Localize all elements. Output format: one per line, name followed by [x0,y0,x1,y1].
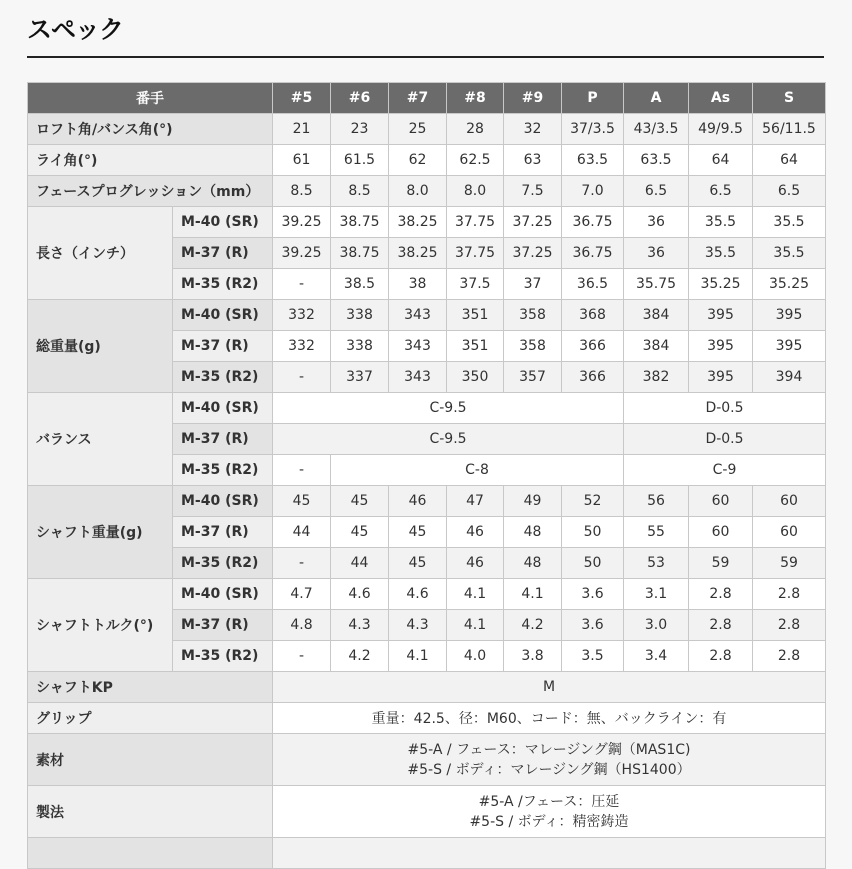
row-label: ライ角(°) [28,145,273,176]
column-header: As [689,83,753,114]
table-cell: 35.25 [753,269,826,300]
table-cell: 384 [624,300,689,331]
sub-label: M-37 (R) [173,424,273,455]
table-cell: 35.5 [753,238,826,269]
table-cell: 28 [447,114,504,145]
cell-line: M [542,679,556,695]
sub-label: M-37 (R) [173,610,273,641]
table-row [28,114,826,145]
table-cell: 49/9.5 [689,114,753,145]
table-cell: 4.6 [389,579,447,610]
sub-label: M-37 (R) [173,517,273,548]
table-cell: 45 [331,517,389,548]
table-cell: 3.0 [624,610,689,641]
table-cell: 45 [273,486,331,517]
table-cell: 38.75 [331,207,389,238]
merged-cell: - [273,455,331,486]
table-cell: 48 [504,548,562,579]
table-cell: 46 [447,517,504,548]
table-cell: - [273,362,331,393]
table-cell: 39.25 [273,207,331,238]
table-cell: 37/3.5 [562,114,624,145]
table-cell: 338 [331,331,389,362]
table-cell: 52 [562,486,624,517]
table-cell: 37.75 [447,238,504,269]
table-cell: 4.0 [447,641,504,672]
table-cell: 343 [389,300,447,331]
table-cell: 343 [389,331,447,362]
table-cell: 395 [689,362,753,393]
table-cell: 4.7 [273,579,331,610]
table-cell: 4.2 [331,641,389,672]
column-header: #9 [504,83,562,114]
table-cell: 50 [562,517,624,548]
table-cell: 48 [504,517,562,548]
table-cell: 3.1 [624,579,689,610]
cell-line: #5-S / ボディ：マレージング鋼（HS1400） [407,761,691,778]
sub-label: M-40 (SR) [173,486,273,517]
sub-label: M-35 (R2) [173,548,273,579]
table-cell: 37.25 [504,238,562,269]
table-cell: 3.4 [624,641,689,672]
column-header: #8 [447,83,504,114]
table-cell: 53 [624,548,689,579]
header-label: 番手 [28,83,273,114]
table-cell: 63.5 [624,145,689,176]
group-label: シャフトトルク(°) [28,579,173,672]
column-header: A [624,83,689,114]
sub-label: M-40 (SR) [173,393,273,424]
cell-line: #5-A /フェース：圧延 [478,793,620,810]
sub-label: M-35 (R2) [173,362,273,393]
table-cell: 2.8 [753,579,826,610]
table-cell: 350 [447,362,504,393]
sub-label: M-40 (SR) [173,300,273,331]
table-cell: 366 [562,362,624,393]
table-cell: 32 [504,114,562,145]
table-cell: 38.5 [331,269,389,300]
table-cell: 3.5 [562,641,624,672]
table-cell: 395 [753,300,826,331]
table-cell: 46 [447,548,504,579]
merged-cell: D-0.5 [624,393,826,424]
table-cell: 6.5 [689,176,753,207]
page-title: スペック [27,15,124,44]
row-label: シャフトKP [28,672,273,703]
table-cell: 351 [447,331,504,362]
table-cell: 25 [389,114,447,145]
table-cell: 7.0 [562,176,624,207]
merged-cell: C-8 [331,455,624,486]
table-cell: 21 [273,114,331,145]
table-cell: 60 [753,517,826,548]
table-cell: 35.25 [689,269,753,300]
table-cell: 366 [562,331,624,362]
table-row [28,786,826,838]
table-cell: 351 [447,300,504,331]
table-row [28,579,826,610]
table-cell: 49 [504,486,562,517]
table-cell: 43/3.5 [624,114,689,145]
table-cell: 4.6 [331,579,389,610]
table-cell: 38 [389,269,447,300]
sub-label: M-37 (R) [173,238,273,269]
table-cell: 337 [331,362,389,393]
merged-cell [273,703,826,734]
table-cell: 60 [753,486,826,517]
table-row [28,672,826,703]
table-cell: 59 [753,548,826,579]
group-label: 長さ（インチ） [28,207,173,300]
table-cell: 4.3 [331,610,389,641]
table-cell: 2.8 [689,610,753,641]
table-cell: 62 [389,145,447,176]
table-cell: 35.75 [624,269,689,300]
table-cell: 7.5 [504,176,562,207]
table-cell: 60 [689,486,753,517]
table-cell: 36.75 [562,207,624,238]
table-cell: - [273,548,331,579]
table-cell: 332 [273,331,331,362]
table-cell: 45 [331,486,389,517]
table-cell: 358 [504,300,562,331]
table-cell: 3.6 [562,579,624,610]
table-cell: 368 [562,300,624,331]
cell-line: #5-A / フェース：マレージング鋼（MAS1C) [407,741,691,758]
merged-cell: C-9.5 [273,424,624,455]
table-row [28,300,826,331]
table-cell: 23 [331,114,389,145]
table-cell: 35.5 [753,207,826,238]
table-cell: 37.5 [447,269,504,300]
table-cell: 45 [389,548,447,579]
table-cell: 36.5 [562,269,624,300]
table-row [28,83,826,114]
row-label: グリップ [28,703,273,734]
table-cell: 36.75 [562,238,624,269]
table-row [28,734,826,786]
table-cell: 50 [562,548,624,579]
sub-label: M-35 (R2) [173,269,273,300]
merged-cell: C-9.5 [273,393,624,424]
row-label: ロフト角/バンス角(°) [28,114,273,145]
row-label [28,838,273,869]
group-label: シャフト重量(g) [28,486,173,579]
table-cell: 61 [273,145,331,176]
cell-line: 重量：42.5、径：M60、コード：無、バックライン：有 [371,711,727,727]
table-cell: 37.75 [447,207,504,238]
table-cell: 394 [753,362,826,393]
table-cell: 59 [689,548,753,579]
table-cell: 62.5 [447,145,504,176]
table-cell: 55 [624,517,689,548]
table-row [28,176,826,207]
table-cell: 6.5 [753,176,826,207]
table-cell: 395 [753,331,826,362]
merged-cell [273,734,826,786]
table-cell: 343 [389,362,447,393]
table-cell: 2.8 [689,641,753,672]
table-cell: 60 [689,517,753,548]
sub-label: M-35 (R2) [173,641,273,672]
table-cell: 36 [624,238,689,269]
cell-line: #5-S / ボディ：精密鋳造 [469,813,629,830]
table-cell: 8.5 [273,176,331,207]
table-cell: 2.8 [753,641,826,672]
merged-cell: C-9 [624,455,826,486]
row-label: フェースプログレッション（mm） [28,176,273,207]
merged-cell: D-0.5 [624,424,826,455]
table-cell: 338 [331,300,389,331]
table-cell: 395 [689,300,753,331]
table-cell: 64 [689,145,753,176]
table-cell: 395 [689,331,753,362]
table-cell: 8.0 [389,176,447,207]
table-cell: 2.8 [689,579,753,610]
column-header: #7 [389,83,447,114]
table-cell: 35.5 [689,207,753,238]
merged-cell [273,838,826,869]
table-row [28,207,826,238]
table-cell: 46 [389,486,447,517]
table-cell: 61.5 [331,145,389,176]
table-cell: 332 [273,300,331,331]
table-cell: 38.25 [389,238,447,269]
table-cell: 63 [504,145,562,176]
table-cell: - [273,641,331,672]
merged-cell [273,786,826,838]
table-cell: 4.3 [389,610,447,641]
table-row [28,703,826,734]
table-cell: 4.2 [504,610,562,641]
table-cell: 37.25 [504,207,562,238]
table-cell: 37 [504,269,562,300]
table-cell: 4.1 [389,641,447,672]
table-cell: 64 [753,145,826,176]
table-cell: 39.25 [273,238,331,269]
spec-table [27,82,826,869]
table-row [28,486,826,517]
sub-label: M-40 (SR) [173,579,273,610]
table-cell: 357 [504,362,562,393]
table-cell: 384 [624,331,689,362]
table-cell: 45 [389,517,447,548]
sub-label: M-40 (SR) [173,207,273,238]
table-cell: 382 [624,362,689,393]
table-cell: 36 [624,207,689,238]
table-cell: - [273,269,331,300]
row-label: 素材 [28,734,273,786]
group-label: 総重量(g) [28,300,173,393]
table-row [28,145,826,176]
row-label: 製法 [28,786,273,838]
sub-label: M-35 (R2) [173,455,273,486]
table-cell: 4.1 [504,579,562,610]
table-cell: 358 [504,331,562,362]
table-cell: 2.8 [753,610,826,641]
column-header: #5 [273,83,331,114]
column-header: P [562,83,624,114]
table-cell: 8.5 [331,176,389,207]
title-divider [27,56,824,58]
table-cell: 56 [624,486,689,517]
table-cell: 3.6 [562,610,624,641]
table-cell: 4.8 [273,610,331,641]
table-cell: 44 [273,517,331,548]
table-cell: 38.25 [389,207,447,238]
table-cell: 6.5 [624,176,689,207]
table-row [28,393,826,424]
table-cell: 63.5 [562,145,624,176]
table-cell: 44 [331,548,389,579]
table-cell: 4.1 [447,579,504,610]
table-cell: 3.8 [504,641,562,672]
table-cell: 47 [447,486,504,517]
merged-cell [273,672,826,703]
group-label: バランス [28,393,173,486]
table-cell: 8.0 [447,176,504,207]
table-cell: 4.1 [447,610,504,641]
column-header: #6 [331,83,389,114]
column-header: S [753,83,826,114]
table-row [28,838,826,869]
table-cell: 38.75 [331,238,389,269]
sub-label: M-37 (R) [173,331,273,362]
table-cell: 35.5 [689,238,753,269]
table-cell: 56/11.5 [753,114,826,145]
